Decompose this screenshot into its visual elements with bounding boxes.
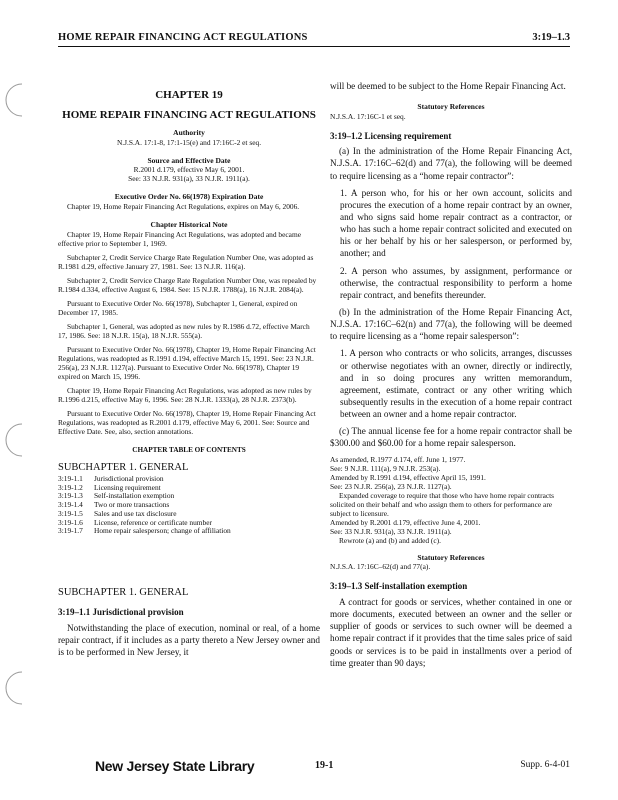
left-column: [58, 88, 320, 663]
toc-item[interactable]: 3:19-1.1 Jurisdictional provision: [58, 473, 164, 483]
historical-note: Pursuant to Executive Order No. 66(1978), Chapter 19, Home Repair Financing Act Regulations, was readopted as R.1991 d.194, effective March 15, 1991. See: 23 N.J.R. 256(a), 23 N.J.R. 1127(a). Pursuant to Executive Order No. 66(1978), Chapter 19 expired on March 15, 1996.: [58, 344, 316, 382]
amendment-line: Expanded coverage to require that those who have home repair contracts solicited on their behalf and who assign them to others for performance are subject to licensure.: [330, 490, 555, 518]
historical-note: Pursuant to Executive Order No. 66(1978), Chapter 19, Home Repair Financing Act Regulations, was readopted as R.2001 d.179, effective May 6, 2001. See: Source and Effective Date. See, also, section annotations.: [58, 409, 316, 437]
header-section: 3:19–1.3: [532, 32, 570, 43]
exec-order-heading: Executive Order No. 66(1978) Expiration Date: [114, 192, 264, 202]
toc-item[interactable]: 3:19-1.7 Home repair salesperson; change of affiliation: [58, 526, 231, 536]
running-header: [58, 30, 570, 47]
statutory-heading: Statutory References: [417, 552, 485, 562]
statutory-text: N.J.S.A. 17:16C–62(d) and 77(a).: [330, 562, 431, 572]
source-heading: Source and Effective Date: [147, 155, 231, 165]
toc-item[interactable]: 3:19-1.3 Self-installation exemption: [58, 491, 175, 501]
amendment-line: See: 33 N.J.R. 931(a), 33 N.J.R. 1911(a).: [330, 526, 452, 536]
historical-note: Subchapter 2, Credit Service Charge Rate Regulation Number One, was adopted as R.1981 d.29, effective January 27, 1981. See: 13 N.J.R. 116(a).: [58, 252, 314, 271]
paragraph-b1: 1. A person who contracts or who solicits, arranges, discusses or otherwise negotiates with an owner, directly or indirectly, and in so doing procures any written memorandum, agreement, estimate, contract or any other writing which subsequently results in the execution of a home repair contract between an owner and a home repair contractor.: [340, 348, 572, 420]
statutory-heading: Statutory References: [417, 102, 485, 112]
toc-subchapter: SUBCHAPTER 1. GENERAL: [58, 462, 189, 474]
header-title: HOME REPAIR FINANCING ACT REGULATIONS: [58, 32, 308, 43]
chapter-heading: CHAPTER 19: [155, 89, 223, 101]
amendment-line: Amended by R.1991 d.194, effective April 15, 1991.: [330, 472, 486, 482]
chapter-title: HOME REPAIR FINANCING ACT REGULATIONS: [62, 109, 316, 122]
statutory-text: N.J.S.A. 17:16C-1 et seq.: [330, 111, 406, 121]
paragraph-a2: 2. A person who assumes, by assignment, performance or otherwise, the contractual responsibility to perform a home repair contract, and benefits thereunder.: [340, 265, 572, 300]
binder-hole-icon: [0, 80, 30, 120]
exec-order-text: Chapter 19, Home Repair Financing Act Regulations, expires on May 6, 2006.: [67, 202, 300, 212]
paragraph-a1: 1. A person who, for his or her own account, solicits and procures the execution of a home repair contract by an owner, and who signs said home repair contract as a contractor, or who has such a home repair contract solicited and executed on his or her behalf by his or her salesperson, or performed by, another; and: [340, 187, 572, 259]
paragraph-b: (b) In the administration of the Home Repair Financing Act, N.J.S.A. 17:16C–62(n) and 77(a), the following will be deemed to require licensing as a “home repair salesperson”:: [330, 306, 572, 342]
amendment-line: See: 23 N.J.R. 256(a), 23 N.J.R. 1127(a).: [330, 481, 452, 491]
paragraph-a: (a) In the administration of the Home Repair Financing Act, N.J.S.A. 17:16C–62(d) and 77(a), the following will be deemed to require licensing as a “home repair contractor”:: [330, 146, 572, 181]
toc-item[interactable]: 3:19-1.6 License, reference or certificate number: [58, 517, 212, 527]
toc-item[interactable]: 3:19-1.5 Sales and use tax disclosure: [58, 508, 177, 518]
toc-heading: CHAPTER TABLE OF CONTENTS: [132, 446, 246, 455]
subchapter-heading: SUBCHAPTER 1. GENERAL: [58, 587, 189, 599]
table-of-contents: [58, 475, 320, 536]
toc-item[interactable]: 3:19-1.4 Two or more transactions: [58, 500, 170, 510]
authority-text: N.J.S.A. 17:1-8, 17:1-15(e) and 17:16C-2 et seq.: [116, 137, 262, 147]
toc-item[interactable]: 3:19-1.2 Licensing requirement: [58, 482, 161, 492]
section-text: Notwithstanding the place of execution, nominal or real, of a home repair contract, if it includes as a party thereto a New Jersey owner and is to be performed in New Jersey, it: [58, 623, 320, 658]
historical-note: Subchapter 2, Credit Service Charge Rate Regulation Number One, was repealed by R.1984 d.334, effective August 6, 1984. See: 15 N.J.R. 1788(a), 16 N.J.R. 2084(a).: [58, 275, 317, 294]
paragraph-c: (c) The annual license fee for a home repair contractor shall be $300.00 and $60.00 for a home repair salesperson.: [330, 426, 572, 449]
section-text: A contract for goods or services, whether contained in one or more documents, executed between an owner and the seller or supplier of goods or services to such owner will be deemed a home repair contract if it provides that the time sales price of said goods or services is to be paid in installments over a period of time greater than 90 days;: [330, 596, 572, 668]
page-footer: [0, 752, 618, 782]
amendment-notes: [330, 455, 572, 545]
amendment-line: See: 9 N.J.R. 111(a), 9 N.J.R. 253(a).: [330, 463, 441, 473]
amendment-line: Rewrote (a) and (b) and added (c).: [339, 535, 441, 545]
historical-note-heading: Chapter Historical Note: [150, 220, 228, 230]
historical-note: Chapter 19, Home Repair Financing Act Regulations, was adopted as new rules by R.1996 d.215, effective May 6, 1996. See: 28 N.J.R. 1333(a), 28 N.J.R. 2373(b).: [58, 386, 312, 405]
binder-hole-icon: [0, 668, 30, 708]
historical-note: Chapter 19, Home Repair Financing Act Regulations, was adopted and became effective prior to September 1, 1969.: [58, 229, 301, 248]
historical-note: Pursuant to Executive Order No. 66(1978), Subchapter 1, General, expired on December 17, 1985.: [58, 298, 298, 317]
historical-note: Subchapter 1, General, was adopted as new rules by R.1986 d.72, effective March 17, 1986. See: 18 N.J.R. 15(a), 18 N.J.R. 555(a).: [58, 321, 310, 340]
amendment-line: Amended by R.2001 d.179, effective June 4, 2001.: [330, 517, 481, 527]
authority-heading: Authority: [173, 128, 205, 138]
amendment-line: As amended, R.1977 d.174, eff. June 1, 1977.: [330, 454, 466, 464]
section-heading: 3:19–1.3 Self-installation exemption: [330, 581, 468, 592]
binder-hole-icon: [0, 420, 30, 460]
right-column: [330, 80, 572, 674]
supplement-date: Supp. 6-4-01: [520, 760, 570, 770]
library-stamp: New Jersey State Library: [95, 758, 255, 774]
source-line-1: R.2001 d.179, effective May 6, 2001.: [133, 165, 245, 175]
section-heading: 3:19–1.2 Licensing requirement: [330, 130, 452, 141]
continued-text: will be deemed to be subject to the Home Repair Financing Act.: [330, 81, 566, 91]
section-heading: 3:19–1.1 Jurisdictional provision: [58, 607, 184, 618]
page-number: 19-1: [315, 760, 334, 771]
source-line-2: See: 33 N.J.R. 931(a), 33 N.J.R. 1911(a).: [128, 174, 250, 184]
